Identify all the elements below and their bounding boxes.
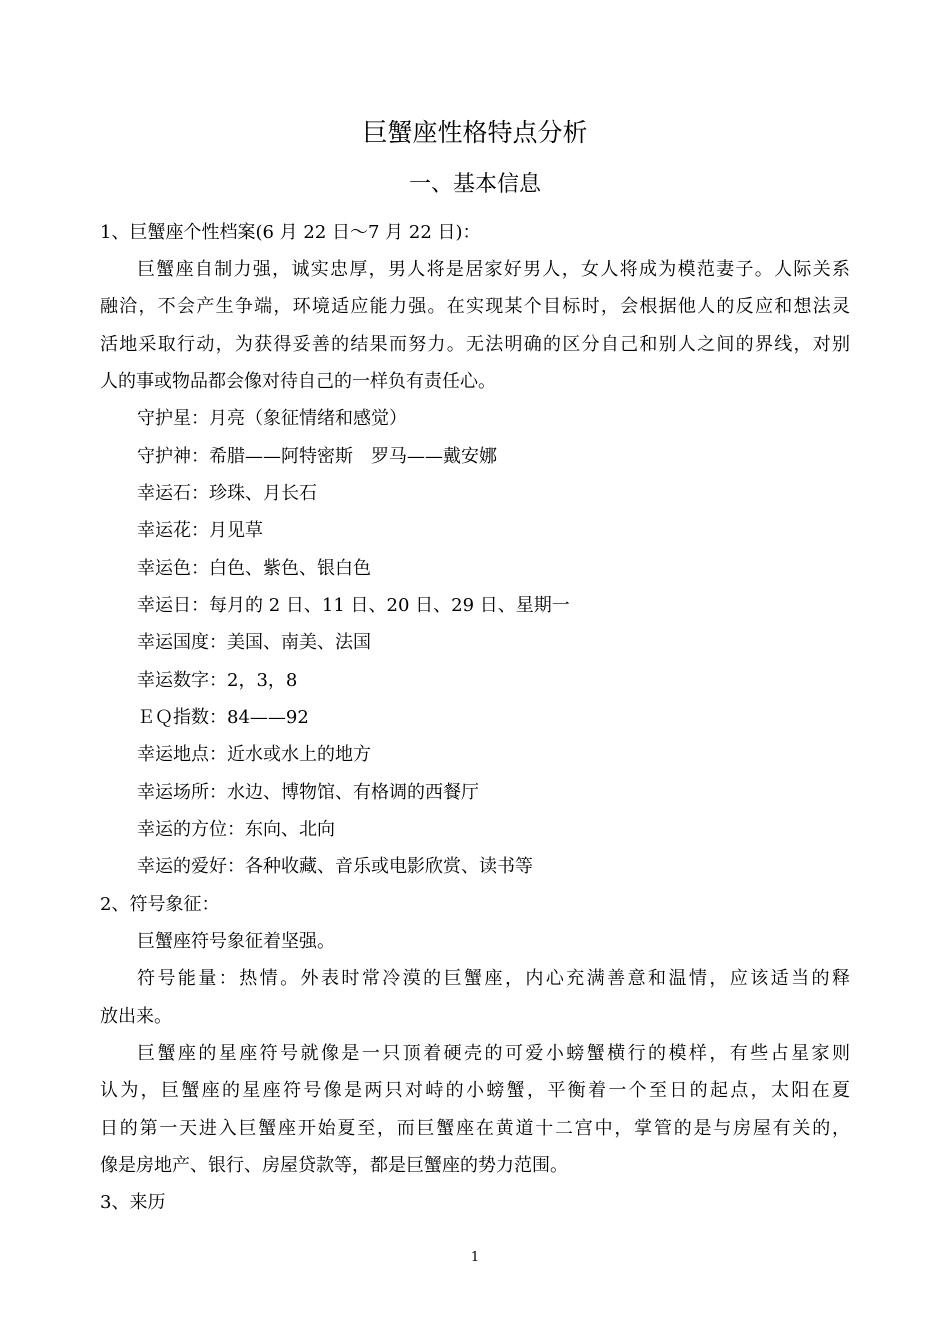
fact-lucky-country: 幸运国度：美国、南美、法国 xyxy=(137,632,371,653)
fact-guardian-star: 守护星：月亮（象征情绪和感觉） xyxy=(137,408,407,429)
symbol-paragraph-line: 认为，巨蟹座的星座符号像是两只对峙的小螃蟹，平衡着一个至日的起点，太阳在夏 xyxy=(100,1080,850,1101)
fact-lucky-number: 幸运数字：2，3，8 xyxy=(137,670,298,691)
fact-lucky-place: 幸运地点：近水或水上的地方 xyxy=(137,744,371,765)
fact-guardian-god: 守护神：希腊——阿特密斯 罗马——戴安娜 xyxy=(137,446,497,467)
energy-paragraph-line: 放出来。 xyxy=(100,1006,172,1027)
fact-lucky-color: 幸运色：白色、紫色、银白色 xyxy=(137,558,371,579)
fact-lucky-day: 幸运日：每月的 2 日、11 日、20 日、29 日、星期一 xyxy=(137,595,570,616)
fact-lucky-flower: 幸运花：月见草 xyxy=(137,520,263,541)
fact-eq-index: ＥＱ指数：84——92 xyxy=(137,707,309,728)
page-number: 1 xyxy=(470,1250,480,1265)
energy-paragraph-line: 符号能量：热情。外表时常冷漠的巨蟹座，内心充满善意和温情，应该适当的释 xyxy=(137,968,850,989)
document-title: 巨蟹座性格特点分析 xyxy=(362,118,588,147)
item1-heading: 1、巨蟹座个性档案(6 月 22 日～7 月 22 日)： xyxy=(100,222,481,243)
profile-paragraph-line: 活地采取行动，为获得妥善的结果而努力。无法明确的区分自己和别人之间的界线，对别 xyxy=(100,334,850,355)
symbol-line: 巨蟹座符号象征着坚强。 xyxy=(137,931,335,952)
symbol-paragraph-line: 巨蟹座的星座符号就像是一只顶着硬壳的可爱小螃蟹横行的模样，有些占星家则 xyxy=(137,1043,850,1064)
fact-lucky-stone: 幸运石：珍珠、月长石 xyxy=(137,483,317,504)
item2-heading: 2、符号象征： xyxy=(100,894,220,915)
section-title: 一、基本信息 xyxy=(408,172,541,197)
fact-lucky-venue: 幸运场所：水边、博物馆、有格调的西餐厅 xyxy=(137,782,479,803)
symbol-paragraph-line: 日的第一天进入巨蟹座开始夏至，而巨蟹座在黄道十二宫中，掌管的是与房屋有关的， xyxy=(100,1118,850,1139)
fact-lucky-hobby: 幸运的爱好：各种收藏、音乐或电影欣赏、读书等 xyxy=(137,856,533,877)
symbol-paragraph-line: 像是房地产、银行、房屋贷款等，都是巨蟹座的势力范围。 xyxy=(100,1155,568,1176)
item3-heading: 3、来历 xyxy=(100,1192,166,1213)
profile-paragraph-line: 融洽，不会产生争端，环境适应能力强。在实现某个目标时，会根据他人的反应和想法灵 xyxy=(100,296,850,317)
profile-paragraph-line: 巨蟹座自制力强，诚实忠厚，男人将是居家好男人，女人将成为模范妻子。人际关系 xyxy=(137,259,850,280)
fact-lucky-direction: 幸运的方位：东向、北向 xyxy=(137,819,335,840)
profile-paragraph-line: 人的事或物品都会像对待自己的一样负有责任心。 xyxy=(100,371,496,392)
